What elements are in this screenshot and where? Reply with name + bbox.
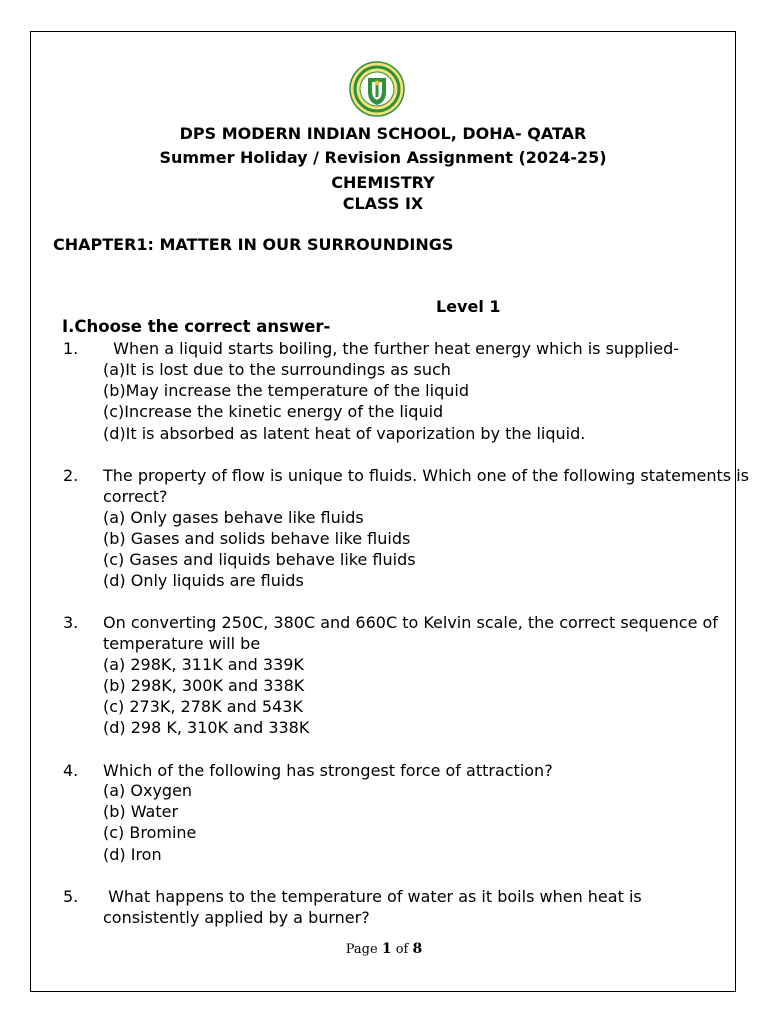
question-text-cont: temperature will be	[103, 634, 261, 653]
option-b: (b) 298K, 300K and 338K	[103, 676, 305, 695]
question-number: 1.	[63, 339, 79, 358]
option-a: (a) Only gases behave like fluids	[103, 508, 364, 527]
chapter-title: CHAPTER1: MATTER IN OUR SURROUNDINGS	[53, 235, 454, 254]
option-b: (b) Water	[103, 802, 179, 821]
school-name: DPS MODERN INDIAN SCHOOL, DOHA- QATAR	[179, 124, 587, 143]
footer-prefix: Page	[345, 942, 378, 957]
section-title: I.Choose the correct answer-	[62, 317, 331, 336]
subject-title: CHEMISTRY	[331, 173, 435, 192]
page-footer	[0, 941, 768, 957]
question-text-cont: consistently applied by a burner?	[103, 908, 370, 927]
current-page-number: 1	[381, 941, 392, 957]
school-logo	[348, 60, 406, 118]
question-text: Which of the following has strongest force of attraction?	[103, 761, 553, 780]
question-text: The property of flow is unique to fluids. Which one of the following statements is	[103, 466, 749, 485]
level-heading: Level 1	[436, 297, 501, 316]
option-c: (c) Gases and liquids behave like fluids	[103, 550, 416, 569]
option-c: (c)Increase the kinetic energy of the liquid	[103, 402, 444, 421]
class-title: CLASS IX	[342, 194, 424, 213]
option-a: (a) Oxygen	[103, 781, 193, 800]
option-c: (c) Bromine	[103, 823, 197, 842]
option-b: (b) Gases and solids behave like fluids	[103, 529, 411, 548]
question-text: On converting 250C, 380C and 660C to Kelvin scale, the correct sequence of	[103, 613, 718, 632]
option-c: (c) 273K, 278K and 543K	[103, 697, 303, 716]
option-d: (d)It is absorbed as latent heat of vaporization by the liquid.	[103, 424, 586, 443]
option-d: (d) 298 K, 310K and 338K	[103, 718, 310, 737]
question-number: 4.	[63, 761, 79, 780]
question-text: What happens to the temperature of water as it boils when heat is	[103, 887, 642, 906]
question-number: 5.	[63, 887, 79, 906]
footer-of: of	[395, 942, 409, 957]
option-d: (d) Only liquids are fluids	[103, 571, 304, 590]
assignment-title: Summer Holiday / Revision Assignment (2024-25)	[159, 148, 607, 167]
question-number: 2.	[63, 466, 79, 485]
question-text-cont: correct?	[103, 487, 168, 506]
question-number: 3.	[63, 613, 79, 632]
total-page-count: 8	[412, 941, 423, 957]
option-a: (a)It is lost due to the surroundings as such	[103, 360, 451, 379]
option-b: (b)May increase the temperature of the liquid	[103, 381, 469, 400]
question-text: When a liquid starts boiling, the further heat energy which is supplied-	[103, 339, 680, 358]
option-a: (a) 298K, 311K and 339K	[103, 655, 304, 674]
option-d: (d) Iron	[103, 845, 162, 864]
